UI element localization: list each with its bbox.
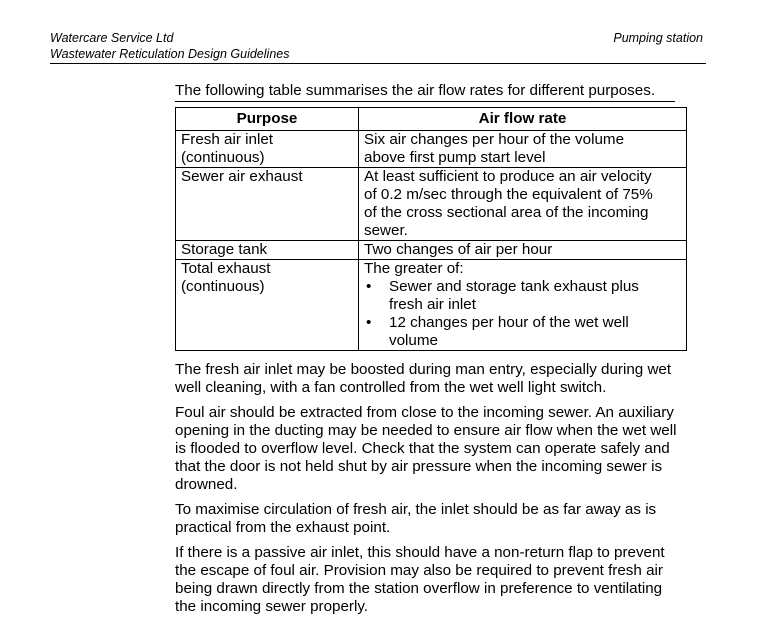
rate-lead-text: The greater of: [364,260,464,277]
cell-rate: Two changes of air per hour [359,241,687,260]
header-section: Pumping station [613,31,703,45]
list-item-text: 12 changes per hour of the wet well volume [389,314,629,349]
list-item [364,314,681,350]
table-row [176,241,687,260]
cell-purpose: Storage tank [176,241,359,260]
bullet-icon: • [366,278,372,295]
cell-rate: Six air changes per hour of the volume above first pump start level [359,131,687,168]
list-item [364,278,681,314]
list-item-text: Sewer and storage tank exhaust plus fresh air inlet [389,278,639,313]
header-air-flow-rate: Air flow rate [359,108,687,131]
table-header-row [176,108,687,131]
paragraph: To maximise circulation of fresh air, the inlet should be as far away as is practical from the exhaust point. [175,501,657,536]
header-doc-title: Wastewater Reticulation Design Guidelines [50,47,290,61]
rate-bullet-list [364,278,681,350]
header-left [50,30,289,62]
air-flow-table [175,107,687,351]
intro-text: The following table summarises the air flow rates for different purposes. [175,82,675,102]
cell-rate [359,260,687,351]
cell-purpose: Sewer air exhaust [176,168,359,241]
table-row [176,168,687,241]
cell-purpose: Total exhaust (continuous) [176,260,359,351]
page-content [175,82,705,623]
cell-purpose: Fresh air inlet (continuous) [176,131,359,168]
bullet-icon: • [366,314,372,331]
paragraph: The fresh air inlet may be boosted during man entry, especially during wet well cleaning, with a fan controlled from the wet well light switch. [175,361,672,396]
header-org: Watercare Service Ltd [50,31,174,45]
paragraph: Foul air should be extracted from close to the incoming sewer. An auxiliary opening in the ducting may be needed to ensure air flow when the wet well is flooded to overflow level. Check that the system can operate safely and that the door is not held shut by air pressure when the incoming sewer is drowned. [175,404,677,493]
page-header [50,30,706,64]
body-paragraphs [175,361,705,616]
cell-rate: At least sufficient to produce an air velocity of 0.2 m/sec through the equivalent of 75% of the cross sectional area of the incoming sewer. [359,168,687,241]
table-row [176,260,687,351]
paragraph: If there is a passive air inlet, this should have a non-return flap to prevent the escape of foul air. Provision may also be required to prevent fresh air being drawn directly from the station overflow in preference to ventilating the incoming sewer properly. [175,544,665,615]
table-row [176,131,687,168]
header-purpose: Purpose [176,108,359,131]
